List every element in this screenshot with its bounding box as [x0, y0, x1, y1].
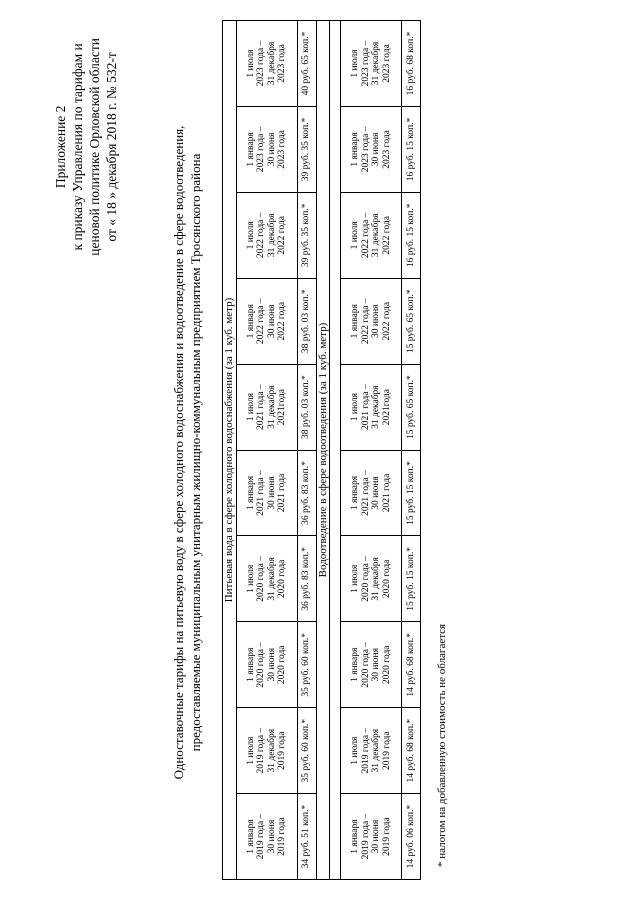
period-cell: 1 июля 2023 года – 31 декабря 2023 года [341, 21, 402, 107]
tariff-value-cell: 14 руб. 06 коп.* [402, 794, 421, 880]
appendix-line-4: от « 18 » декабря 2018 г. № 532-т [104, 52, 119, 242]
spacer-cell [330, 21, 341, 880]
tariff-value-cell: 35 руб. 60 коп.* [297, 708, 316, 794]
section-heading-row [316, 21, 330, 880]
appendix-header [52, 38, 120, 256]
tariff-value-cell: 38 руб. 03 коп.* [297, 278, 316, 364]
value-row [297, 21, 316, 880]
period-row [341, 21, 402, 880]
tariff-value-cell: 34 руб. 51 коп.* [297, 794, 316, 880]
period-cell: 1 января 2022 года – 30 июня 2022 года [341, 278, 402, 364]
period-cell: 1 января 2020 года – 30 июня 2020 года [341, 622, 402, 708]
period-cell: 1 июля 2022 года – 31 декабря 2022 года [236, 192, 297, 278]
tariff-value-cell: 40 руб. 65 коп.* [297, 21, 316, 107]
section-heading: Питьевая вода в сфере холодного водоснабжения (за 1 куб. метр) [223, 21, 237, 880]
tariff-table [222, 20, 421, 880]
period-cell: 1 июля 2021 года – 31 декабря 2021года [236, 364, 297, 450]
document-title [170, 40, 204, 865]
tariff-value-cell: 15 руб. 65 коп.* [402, 364, 421, 450]
period-cell: 1 января 2021 года – 30 июня 2021 года [236, 450, 297, 536]
tariff-value-cell: 36 руб. 83 коп.* [297, 450, 316, 536]
period-cell: 1 июля 2020 года – 31 декабря 2020 года [236, 536, 297, 622]
appendix-line-3: ценовой политике Орловской области [87, 38, 102, 256]
appendix-line-2: к приказу Управления по тарифам и [70, 43, 85, 251]
section-heading-row [223, 21, 237, 880]
tariff-value-cell: 38 руб. 03 коп.* [297, 364, 316, 450]
footnote: * налогом на добавленную стоимость не облагается [436, 623, 448, 867]
title-line-2: предоставляемые муниципальным унитарным жилищно-коммунальным предприятием Тросянского района [188, 153, 203, 752]
title-line-1: Одноставочные тарифы на питьевую воду в сфере холодного водоснабжения и водоотведение в сфере водоотведения, [171, 125, 186, 780]
period-cell: 1 января 2019 года – 30 июня 2019 года [341, 794, 402, 880]
period-cell: 1 января 2022 года – 30 июня 2022 года [236, 278, 297, 364]
tariff-value-cell: 16 руб. 15 коп.* [402, 106, 421, 192]
tariff-value-cell: 15 руб. 15 коп.* [402, 450, 421, 536]
period-cell: 1 июля 2023 года – 31 декабря 2023 года [236, 21, 297, 107]
value-row [402, 21, 421, 880]
tariff-value-cell: 15 руб. 15 коп.* [402, 536, 421, 622]
tariff-value-cell: 15 руб. 65 коп.* [402, 278, 421, 364]
period-cell: 1 июля 2019 года – 31 декабря 2019 года [236, 708, 297, 794]
period-cell: 1 января 2023 года – 30 июня 2023 года [341, 106, 402, 192]
period-cell: 1 июля 2019 года – 31 декабря 2019 года [341, 708, 402, 794]
section-heading: Водоотведение в сфере водоотведения (за 1 куб. метр) [316, 21, 330, 880]
period-cell: 1 января 2021 года – 30 июня 2021 года [341, 450, 402, 536]
tariff-value-cell: 35 руб. 60 коп.* [297, 622, 316, 708]
tariff-value-cell: 36 руб. 83 коп.* [297, 536, 316, 622]
appendix-line-1: Приложение 2 [53, 105, 68, 189]
period-cell: 1 января 2019 года – 30 июня 2019 года [236, 794, 297, 880]
tariff-value-cell: 14 руб. 68 коп.* [402, 622, 421, 708]
spacer-row [330, 21, 341, 880]
period-cell: 1 января 2023 года – 30 июня 2023 года [236, 106, 297, 192]
tariff-value-cell: 39 руб. 35 коп.* [297, 106, 316, 192]
tariff-value-cell: 16 руб. 68 коп.* [402, 21, 421, 107]
tariff-value-cell: 39 руб. 35 коп.* [297, 192, 316, 278]
tariff-value-cell: 14 руб. 68 коп.* [402, 708, 421, 794]
period-cell: 1 января 2020 года – 30 июня 2020 года [236, 622, 297, 708]
tariff-value-cell: 16 руб. 15 коп.* [402, 192, 421, 278]
period-row [236, 21, 297, 880]
period-cell: 1 июля 2021 года – 31 декабря 2021года [341, 364, 402, 450]
period-cell: 1 июля 2022 года – 31 декабря 2022 года [341, 192, 402, 278]
period-cell: 1 июля 2020 года – 31 декабря 2020 года [341, 536, 402, 622]
